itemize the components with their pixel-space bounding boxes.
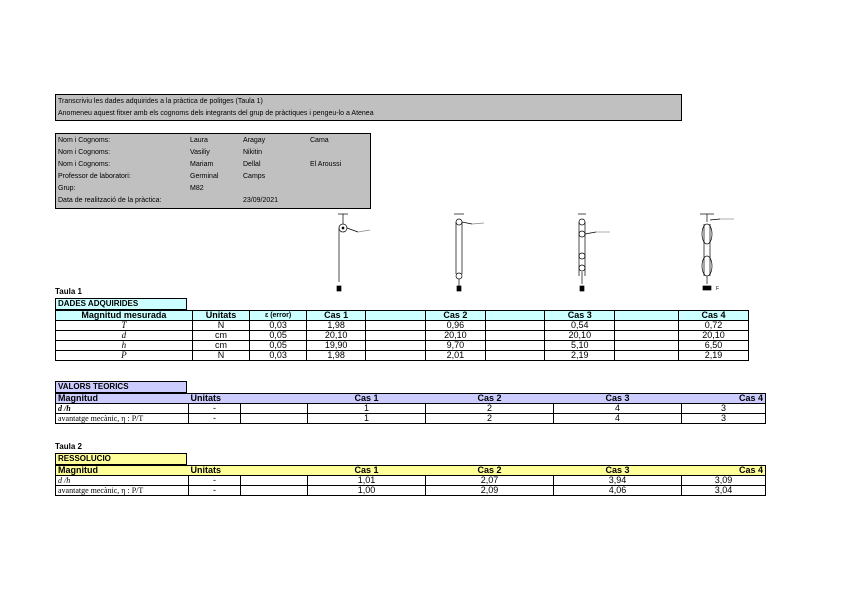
unit-cell: - <box>189 486 241 496</box>
value-cell: 20,10 <box>306 331 366 341</box>
table-header-row <box>56 311 749 321</box>
info-label: Grup: <box>58 185 76 192</box>
info-col1: Germinal <box>190 173 219 180</box>
unit-cell: N <box>192 351 250 361</box>
info-col3: Cama <box>310 137 329 144</box>
section-ressolucio: RESSOLUCIO <box>55 453 187 465</box>
group-info-box <box>55 133 371 209</box>
info-col1: Laura <box>190 137 208 144</box>
value-cell: 2,19 <box>545 351 615 361</box>
intro-line-1: Transcriviu les dades adquirides a la pràctica de politges (Taula 1) <box>58 98 263 105</box>
unit-cell: cm <box>192 331 250 341</box>
value-cell: 4 <box>554 404 682 414</box>
header-cell: Magnitud <box>56 466 189 476</box>
magnitude-cell: h <box>56 341 193 351</box>
header-cell: Cas 3 <box>554 466 682 476</box>
header-cell: Cas 4 <box>682 394 766 404</box>
header-cell: Cas 4 <box>679 311 749 321</box>
value-cell: 4 <box>554 414 682 424</box>
header-cell: Cas 2 <box>426 311 486 321</box>
header-cell: Magnitud mesurada <box>56 311 193 321</box>
header-cell <box>485 311 545 321</box>
error-cell: 0,05 <box>250 341 307 351</box>
value-cell: 0,72 <box>679 321 749 331</box>
header-cell: Magnitud <box>56 394 189 404</box>
header-cell: ε (error) <box>250 311 307 321</box>
info-row <box>58 135 368 147</box>
header-cell: Cas 1 <box>308 466 426 476</box>
error-cell: 0,05 <box>250 331 307 341</box>
table-valors-teorics <box>55 393 766 424</box>
info-row <box>58 159 368 171</box>
table-row <box>56 476 766 486</box>
info-row <box>58 195 368 207</box>
header-cell <box>241 394 308 404</box>
table-row <box>56 486 766 496</box>
error-cell: 0,03 <box>250 351 307 361</box>
value-cell: 9,70 <box>426 341 486 351</box>
table-row <box>56 341 749 351</box>
magnitude-cell: d <box>56 331 193 341</box>
value-cell: 1,00 <box>308 486 426 496</box>
table1-dades <box>55 310 749 361</box>
info-row <box>58 147 368 159</box>
header-cell: Cas 1 <box>308 394 426 404</box>
value-cell: 1,98 <box>306 321 366 331</box>
info-col2: 23/09/2021 <box>243 197 279 204</box>
pulley-diagram-cas4 <box>700 214 734 292</box>
info-col1: Vasiliy <box>190 149 210 156</box>
pulley-diagrams <box>320 210 760 298</box>
value-cell: 1 <box>308 404 426 414</box>
force-label: F <box>716 286 720 292</box>
value-cell: 2,09 <box>426 486 554 496</box>
value-cell: 0,54 <box>545 321 615 331</box>
value-cell: 1,01 <box>308 476 426 486</box>
info-label: Professor de laboratori: <box>58 173 131 180</box>
table-header-row <box>56 394 766 404</box>
header-cell: Cas 3 <box>545 311 615 321</box>
value-cell: 5,10 <box>545 341 615 351</box>
header-cell <box>366 311 426 321</box>
header-cell: Unitats <box>189 394 241 404</box>
table-row <box>56 321 749 331</box>
table1-caption: Taula 1 <box>55 287 82 296</box>
table2-ressolucio <box>55 465 766 496</box>
value-cell: 2 <box>426 414 554 424</box>
value-cell: 6,50 <box>679 341 749 351</box>
value-cell: 3 <box>682 404 766 414</box>
value-cell: 2 <box>426 404 554 414</box>
value-cell: 19,90 <box>306 341 366 351</box>
magnitude-cell: d /h <box>56 476 189 486</box>
intro-box <box>55 94 682 121</box>
pulley-diagram-cas3 <box>578 214 610 291</box>
value-cell: 3,04 <box>682 486 766 496</box>
value-cell: 4,06 <box>554 486 682 496</box>
pulley-diagram-cas1 <box>337 214 370 291</box>
info-label: Nom i Cognoms: <box>58 149 111 156</box>
value-cell: 20,10 <box>679 331 749 341</box>
unit-cell: N <box>192 321 250 331</box>
value-cell: 2,07 <box>426 476 554 486</box>
header-cell <box>615 311 679 321</box>
value-cell: 2,19 <box>679 351 749 361</box>
value-cell: 3,09 <box>682 476 766 486</box>
magnitude-cell: T <box>56 321 193 331</box>
magnitude-cell: P <box>56 351 193 361</box>
magnitude-cell: avantatge mecànic, η : P/T <box>56 486 189 496</box>
header-cell: Cas 4 <box>682 466 766 476</box>
header-cell: Unitats <box>189 466 241 476</box>
header-cell: Cas 1 <box>306 311 366 321</box>
value-cell: 3,94 <box>554 476 682 486</box>
value-cell: 0,96 <box>426 321 486 331</box>
unit-cell: - <box>189 414 241 424</box>
pulley-diagram-cas2 <box>454 214 484 291</box>
section-dades-adquirides: DADES ADQUIRIDES <box>55 298 187 310</box>
info-row <box>58 171 368 183</box>
unit-cell: cm <box>192 341 250 351</box>
info-col2: Aragay <box>243 137 266 144</box>
info-col2: Dellal <box>243 161 261 168</box>
header-cell: Unitats <box>192 311 250 321</box>
header-cell <box>241 466 308 476</box>
info-label: Nom i Cognoms: <box>58 137 111 144</box>
info-col3: El Aroussi <box>310 161 342 168</box>
header-cell: Cas 2 <box>426 466 554 476</box>
section-valors-teorics: VALORS TEORICS <box>55 381 187 393</box>
header-cell: Cas 3 <box>554 394 682 404</box>
table-row <box>56 331 749 341</box>
table-row <box>56 404 766 414</box>
info-label: Data de realització de la pràctica: <box>58 197 162 204</box>
header-cell: Cas 2 <box>426 394 554 404</box>
value-cell: 20,10 <box>426 331 486 341</box>
info-label: Nom i Cognoms: <box>58 161 111 168</box>
table-header-row <box>56 466 766 476</box>
unit-cell: - <box>189 404 241 414</box>
value-cell: 1 <box>308 414 426 424</box>
info-col2: Nikitin <box>243 149 263 156</box>
table-row <box>56 351 749 361</box>
table-row <box>56 414 766 424</box>
info-col2: Camps <box>243 173 266 180</box>
value-cell: 1,98 <box>306 351 366 361</box>
value-cell: 20,10 <box>545 331 615 341</box>
magnitude-cell: avantatge mecànic, η : P/T <box>56 414 189 424</box>
info-row <box>58 183 368 195</box>
info-col1: Mariam <box>190 161 214 168</box>
error-cell: 0,03 <box>250 321 307 331</box>
value-cell: 2,01 <box>426 351 486 361</box>
magnitude-cell: d /h <box>56 404 189 414</box>
value-cell: 3 <box>682 414 766 424</box>
info-col1: M82 <box>190 185 204 192</box>
table2-caption: Taula 2 <box>55 442 82 451</box>
intro-line-2: Anomeneu aquest fitxer amb els cognoms dels integrants del grup de pràctiques i pengeu-lo a Atenea <box>58 110 374 117</box>
unit-cell: - <box>189 476 241 486</box>
